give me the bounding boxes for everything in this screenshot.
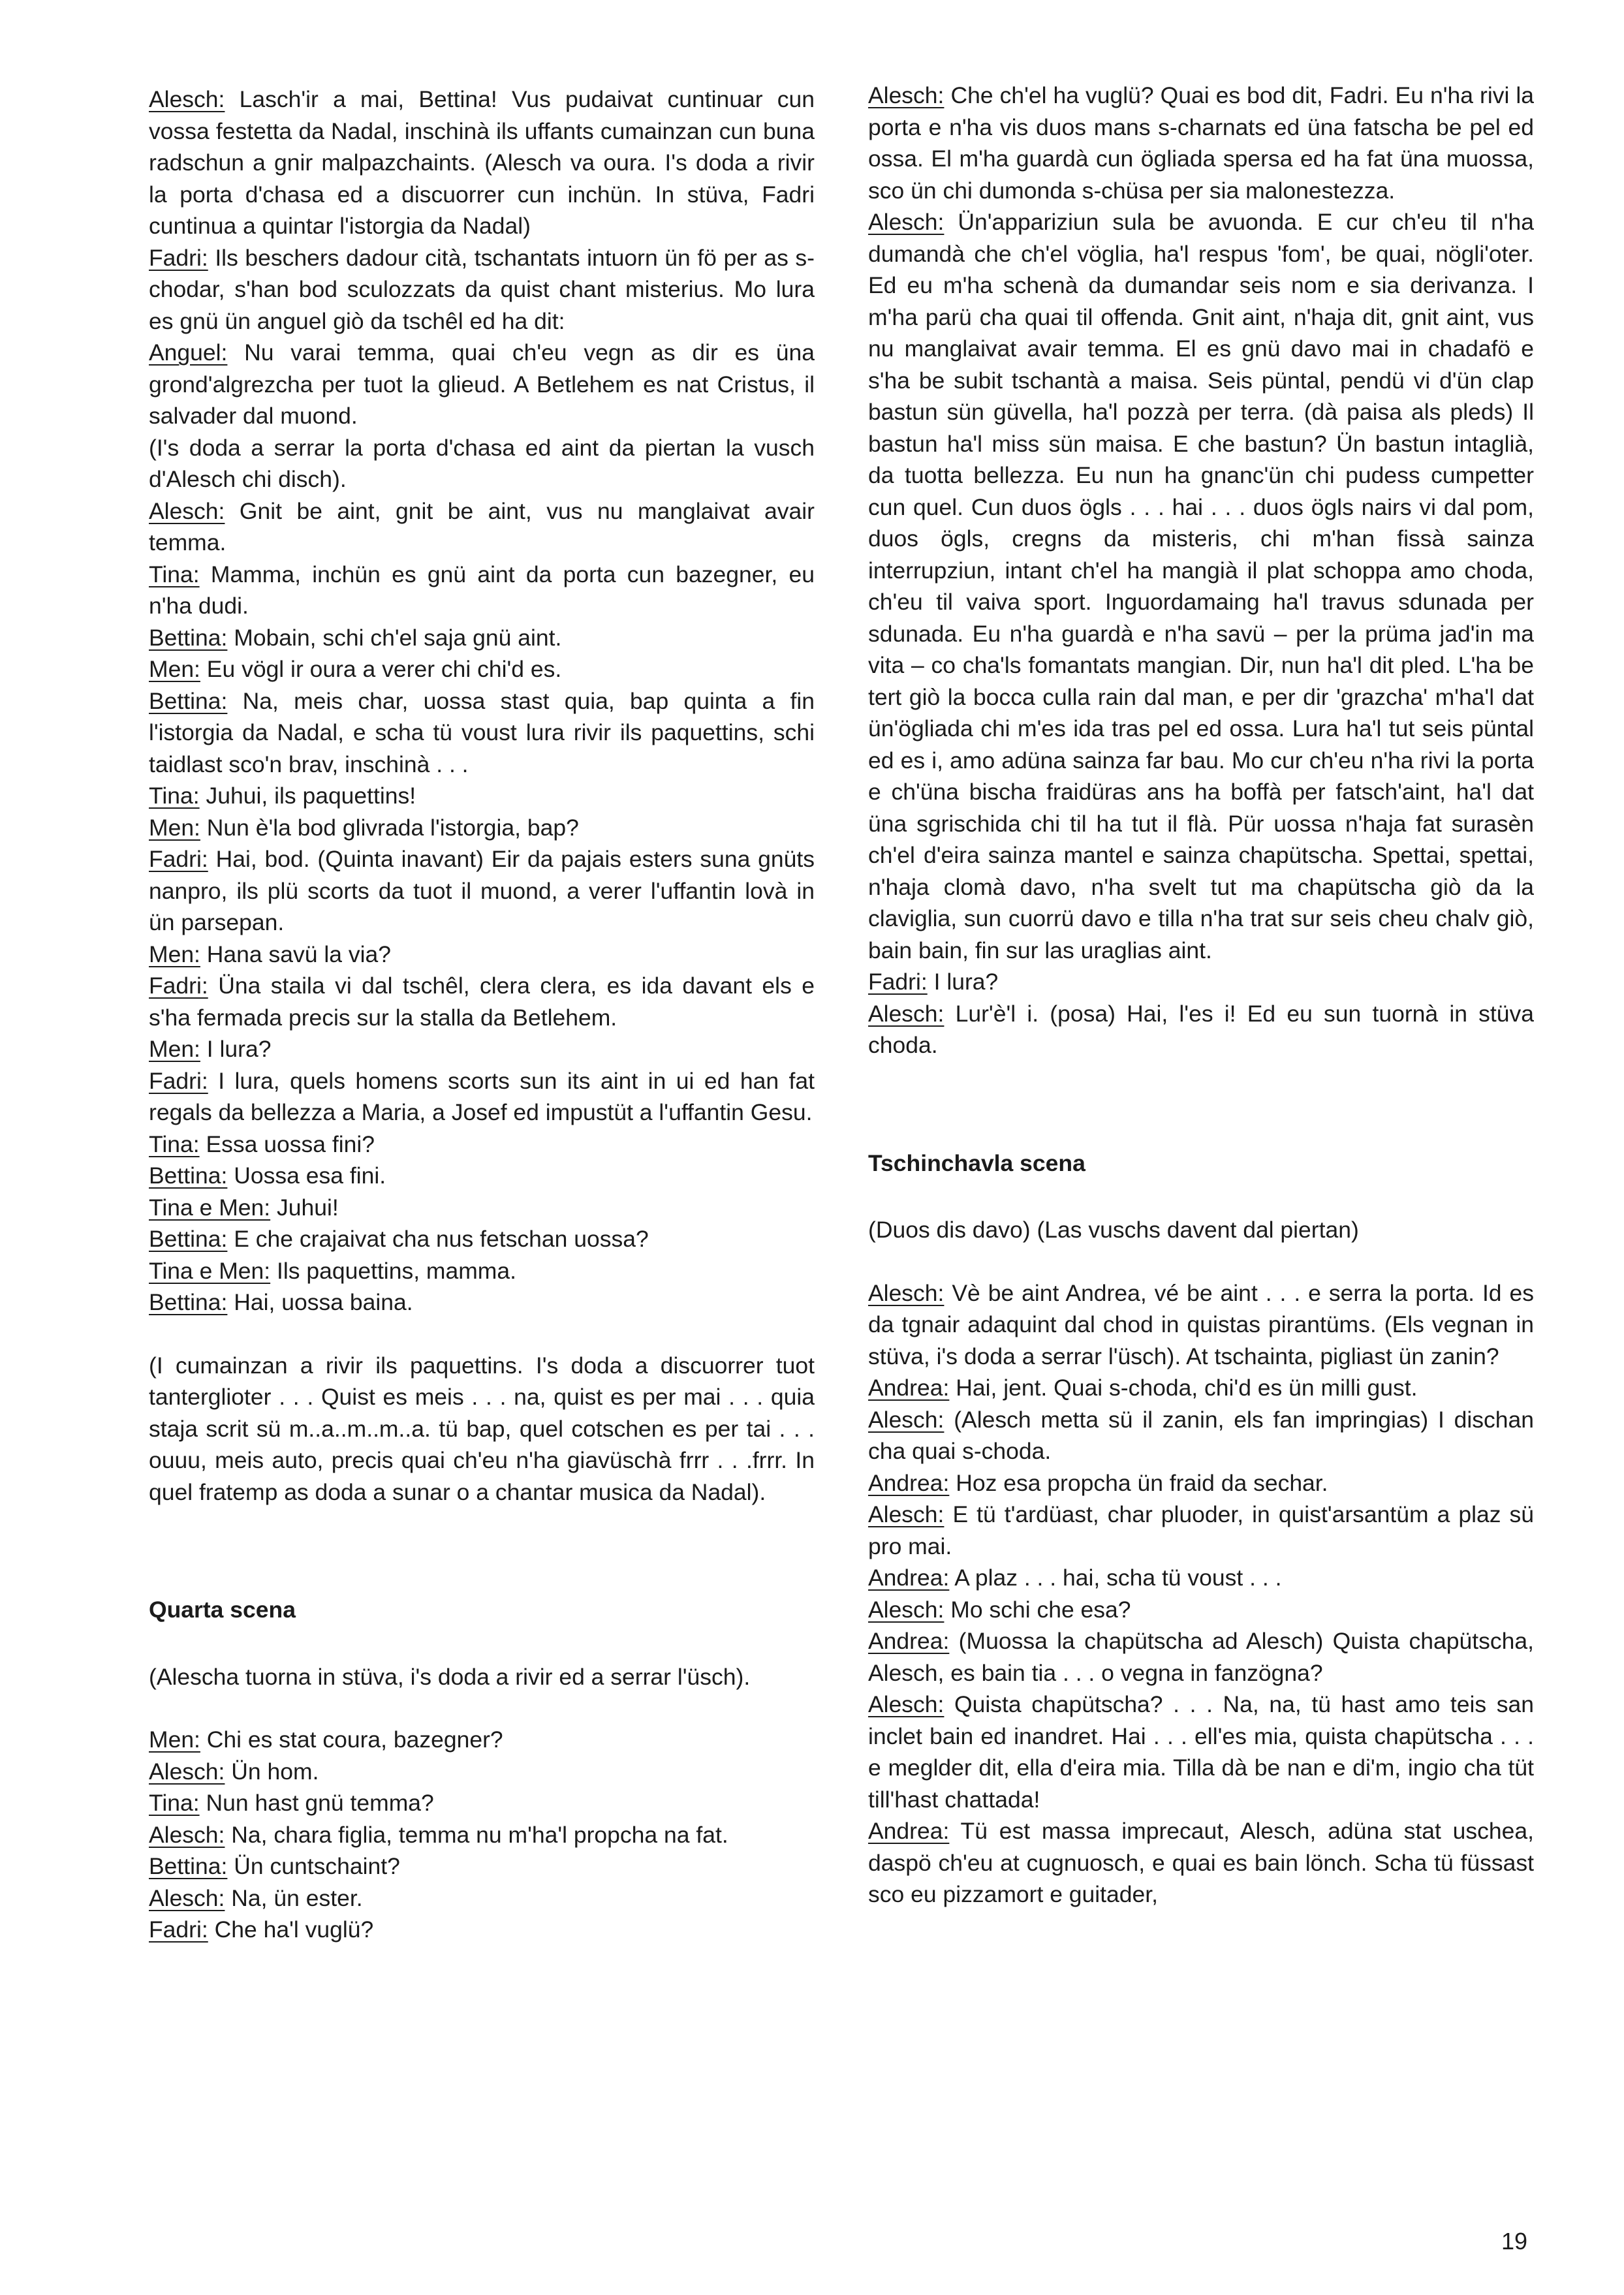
dialogue-text: Lur'è'l i. (posa) Hai, l'es i! Ed eu sun tuornà in stüva choda.	[868, 1000, 1534, 1058]
speaker-name: Fadri:	[149, 1916, 208, 1943]
dialogue-text: I lura, quels homens scorts sun its aint in ui ed han fat regals da bellezza a Maria, a Josef ed impustüt a l'uffantin Gesu.	[149, 1067, 815, 1125]
dialogue-text: Hoz esa propcha ün fraid da sechar.	[949, 1469, 1328, 1496]
dialogue-line	[149, 1787, 815, 1819]
speaker-name: Bettina:	[149, 1163, 228, 1189]
dialogue-line	[149, 84, 815, 242]
dialogue-line	[149, 1033, 815, 1065]
dialogue-line	[868, 998, 1534, 1061]
speaker-name: Andrea:	[868, 1469, 950, 1496]
dialogue-line	[149, 843, 815, 939]
speaker-name: Tina:	[149, 1131, 200, 1157]
dialogue-line	[868, 1499, 1534, 1562]
dialogue-line	[149, 1724, 815, 1756]
dialogue-text: (I's doda a serrar la porta d'chasa ed aint da piertan la vusch d'Alesch chi disch).	[149, 434, 815, 492]
speaker-name: Andrea:	[868, 1818, 950, 1844]
speaker-name: Men:	[149, 656, 200, 682]
dialogue-line	[149, 1882, 815, 1914]
speaker-name: Alesch:	[149, 497, 225, 524]
dialogue-text: I lura?	[927, 969, 999, 995]
stage-direction-paquettins: (I cumainzan a rivir ils paquettins. I's doda a discuorrer tuot tanterglioter . . . Quist es meis . . . na, quist es per mai . . . quia staja scrit sü m..a..m..m..a. tü bap, quel cotschen es per tai . . . ouuu, meis auto, precis quai ch'eu n'ha giavüschà frrr . . .frrr. In quel fratemp as doda a sunar o a chantar musica da Nadal).	[149, 1352, 815, 1505]
dialogue-line	[149, 1223, 815, 1255]
right-dialogue-2	[868, 1277, 1534, 1911]
dialogue-text: Gnit be aint, gnit be aint, vus nu manglaivat avair temma.	[149, 497, 815, 555]
speaker-name: Tina:	[149, 561, 200, 587]
dialogue-line	[868, 966, 1534, 998]
dialogue-line	[149, 1756, 815, 1788]
dialogue-text: Eu vögl ir oura a verer chi chi'd es.	[200, 656, 562, 682]
speaker-name: Bettina:	[149, 1289, 228, 1315]
dialogue-text: Nu varai temma, quai ch'eu vegn as dir es üna grond'algrezcha per tuot la glieud. A Betlehem es nat Cristus, il salvader dal muond.	[149, 339, 815, 429]
dialogue-text: Vè be aint Andrea, vé be aint . . . e serra la porta. Id es da tgnair adaquint dal chod in quistas pirantüms. (Els vegnan in stüva, i's doda a serrar l'üsch). At tschainta, pigliast ün zanin?	[868, 1279, 1534, 1369]
dialogue-text: Ün hom.	[225, 1758, 319, 1785]
stage-direction-quarta: (Alescha tuorna in stüva, i's doda a rivir ed a serrar l'üsch).	[149, 1663, 751, 1690]
dialogue-line	[868, 1594, 1534, 1626]
dialogue-line	[868, 1689, 1534, 1815]
speaker-name: Alesch:	[868, 1000, 945, 1027]
dialogue-line	[149, 242, 815, 337]
dialogue-text: Hai, bod. (Quinta inavant) Eir da pajais esters suna gnüts nanpro, ils plü scorts da tuot il muond, a verer l'uffantin lovà in ün parsepan.	[149, 846, 815, 935]
dialogue-line	[149, 432, 815, 495]
dialogue-line	[149, 970, 815, 1033]
dialogue-text: Hana savü la via?	[200, 941, 391, 967]
speaker-name: Men:	[149, 814, 200, 841]
page-number: 19	[1501, 2228, 1528, 2255]
dialogue-line	[149, 1914, 815, 1946]
dialogue-text: A plaz . . . hai, scha tü voust . . .	[949, 1565, 1282, 1591]
dialogue-line	[868, 206, 1534, 966]
speaker-name: Alesch:	[149, 1884, 225, 1911]
dialogue-text: (Muossa la chapütscha ad Alesch) Quista chapütscha, Alesch, es bain tia . . . o vegna in fanzögna?	[868, 1628, 1534, 1686]
dialogue-line	[149, 812, 815, 844]
speaker-name: Alesch:	[868, 1501, 945, 1527]
dialogue-text: E che crajaivat cha nus fetschan uossa?	[227, 1226, 649, 1252]
speaker-name: Andrea:	[868, 1565, 950, 1591]
dialogue-text: Na, meis char, uossa stast quia, bap quinta a fin l'istorgia da Nadal, e scha tü voust lura rivir ils paquettins, schi taidlast sco'n brav, inschinà . . .	[149, 687, 815, 777]
speaker-name: Alesch:	[868, 1596, 945, 1623]
dialogue-text: Ün'appariziun sula be avuonda. E cur ch'eu til n'ha dumandà che ch'el vöglia, ha'l respus 'fom', be quai, nögli'oter. Ed eu m'ha schenà da dumandar seis nom e sia derivanza. I m'ha parü cha quai til offenda. Gnit aint, n'haja dit, gnit aint, vus nu manglaivat avair temma. El es gnü davo mai in chadafö e s'ha be subit tschantà a maisa. Seis püntal, pendü vi d'ün clap bastun sün güvella, ha'l pozzà per terra. (dà paisa als pleds) Il bastun ha'l miss sün maisa. E che bastun? Ün bastun intaglià, da tuotta bellezza. Eu nun ha gnanc'ün chi pudess cumpetter cun quel. Cun duos ögls . . . hai . . . duos ögls nairs vi dal pom, duos ögls, cregns da misteris, chi m'han fissà sainza interrupziun, intant ch'el ha mangià il plat schoppa amo choda, ch'eu til vaiva sport. Inguordamaing ha'l travus sdunada per sdunada. Eu n'ha guardà e n'ha savü – per la prüma jad'in ma vita – co cha'ls fomantats mangian. Dir, nun ha'l dit pled. L'ha be tert giò la bocca culla rain dal man, e per dir 'grazcha' m'ha'l dat ün'ögliada chi m'es ida tras pel ed ossa. Lura ha'l tut seis püntal ed es i, amo adüna sainza far bau. Mo cur ch'eu n'ha rivi la porta e ch'üna bischa fraidüras ans ha boffà per fatsch'aint, ha'l dat üna sgrischida chi til ha tut il flà. Pür uossa n'haja fat surasèn ch'el d'eira sainza mantel e sainza chapütscha. Spettai, spettai, n'haja clomà davo, n'ha svelt tut ma chapütscha giò da la claviglia, sun cuorrü davo e tilla n'ha trat sur seis cheu chalv giò, bain bain, fin sur las uraglias aint.	[868, 209, 1534, 963]
dialogue-text: Mobain, schi ch'el saja gnü aint.	[227, 624, 562, 651]
dialogue-text: Na, chara figlia, temma nu m'ha'l propcha na fat.	[225, 1821, 728, 1848]
dialogue-text: Juhui!	[270, 1194, 339, 1221]
dialogue-text: Hai, jent. Quai s-choda, chi'd es ün milli gust.	[949, 1375, 1418, 1401]
dialogue-text: Essa uossa fini?	[199, 1131, 375, 1157]
speaker-name: Alesch:	[149, 1758, 225, 1785]
dialogue-text: Üna staila vi dal tschêl, clera clera, es ida davant els e s'ha fermada precis sur la stalla da Betlehem.	[149, 973, 815, 1031]
dialogue-text: E tü t'ardüast, char pluoder, in quist'arsantüm a plaz sü pro mai.	[868, 1501, 1534, 1559]
speaker-name: Tina e Men:	[149, 1194, 271, 1221]
right-column	[868, 80, 1534, 1911]
dialogue-line	[868, 1815, 1534, 1911]
dialogue-line	[149, 622, 815, 654]
speaker-name: Men:	[149, 1036, 200, 1062]
dialogue-line	[149, 1129, 815, 1161]
dialogue-text: Che ch'el ha vuglü? Quai es bod dit, Fadri. Eu n'ha rivi la porta e n'ha vis duos mans s-charnats ed üna fatscha be pel ed ossa. El m'ha guardà cun ögliada spersa ed ha fat üna muossa, sco ün chi dumonda s-chüsa per sia malonestezza.	[868, 82, 1534, 204]
stage-direction-tschinchavla: (Duos dis davo) (Las vuschs davent dal piertan)	[868, 1217, 1359, 1243]
left-dialogue-1	[149, 84, 815, 1319]
speaker-name: Alesch:	[149, 86, 225, 112]
speaker-name: Andrea:	[868, 1628, 950, 1654]
dialogue-text: Mo schi che esa?	[944, 1596, 1131, 1623]
dialogue-text: Nun è'la bod glivrada l'istorgia, bap?	[200, 814, 579, 841]
speaker-name: Anguel:	[149, 339, 228, 366]
speaker-name: Bettina:	[149, 1853, 228, 1879]
dialogue-line	[868, 80, 1534, 206]
dialogue-text: Juhui, ils paquettins!	[199, 783, 416, 809]
dialogue-line	[868, 1372, 1534, 1404]
dialogue-text: Ils beschers dadour cità, tschantats intuorn ün fö per as s-chodar, s'han bod sculozzats da quist chant misterius. Mo lura es gnü ün anguel giò da tschêl ed ha dit:	[149, 244, 815, 334]
dialogue-text: Che ha'l vuglü?	[208, 1916, 374, 1943]
dialogue-text: Hai, uossa baina.	[227, 1289, 413, 1315]
dialogue-line	[149, 337, 815, 432]
speaker-name: Men:	[149, 941, 200, 967]
dialogue-line	[149, 1065, 815, 1129]
dialogue-line	[149, 685, 815, 781]
speaker-name: Fadri:	[149, 1067, 208, 1094]
dialogue-line	[149, 559, 815, 622]
scene-heading-quarta: Quarta scena	[149, 1597, 296, 1623]
dialogue-text: Quista chapütscha? . . . Na, na, tü hast amo teis san inclet bain ed inandret. Hai . . . ell'es mia, quista chapütscha . . . e meglder dit, ella d'eira mia. Tilla dà be nan e di'm, ingio cha tüt till'hast chattada!	[868, 1691, 1534, 1813]
left-column	[149, 80, 815, 1946]
dialogue-text: Ün cuntschaint?	[227, 1853, 400, 1879]
dialogue-line	[149, 1287, 815, 1319]
speaker-name: Alesch:	[868, 1406, 945, 1433]
dialogue-line	[149, 653, 815, 685]
dialogue-line	[149, 1255, 815, 1287]
speaker-name: Andrea:	[868, 1375, 950, 1401]
dialogue-text: Na, ün ester.	[225, 1884, 363, 1911]
speaker-name: Bettina:	[149, 624, 228, 651]
speaker-name: Alesch:	[868, 82, 945, 108]
dialogue-text: Mamma, inchün es gnü aint da porta cun bazegner, eu n'ha dudi.	[149, 561, 815, 619]
dialogue-text: Lasch'ir a mai, Bettina! Vus pudaivat cuntinuar cun vossa festetta da Nadal, inschinà ils uffants cumainzan cun buna radschun a gnir malpazchaints. (Alesch va oura. I's doda a rivir la porta d'chasa ed a discuorrer cun inchün. In stüva, Fadri cuntinua a quintar l'istorgia da Nadal)	[149, 86, 815, 239]
speaker-name: Bettina:	[149, 687, 228, 714]
dialogue-line	[868, 1562, 1534, 1594]
dialogue-text: Tü est massa imprecaut, Alesch, adüna stat uschea, daspö ch'eu at cugnuosch, e quai es bain lönch. Scha tü füssast sco eu pizzamort e guitader,	[868, 1818, 1534, 1907]
speaker-name: Alesch:	[868, 1279, 945, 1306]
dialogue-line	[149, 780, 815, 812]
dialogue-line	[868, 1467, 1534, 1499]
speaker-name: Bettina:	[149, 1226, 228, 1252]
speaker-name: Alesch:	[868, 1691, 945, 1717]
dialogue-line	[868, 1404, 1534, 1467]
left-dialogue-2	[149, 1724, 815, 1946]
dialogue-line	[149, 495, 815, 559]
dialogue-line	[149, 1192, 815, 1224]
dialogue-text: Chi es stat coura, bazegner?	[200, 1726, 503, 1753]
speaker-name: Alesch:	[868, 209, 945, 235]
dialogue-line	[868, 1625, 1534, 1689]
dialogue-text: I lura?	[200, 1036, 272, 1062]
speaker-name: Fadri:	[149, 846, 208, 872]
speaker-name: Fadri:	[149, 244, 208, 271]
dialogue-text: (Alesch metta sü il zanin, els fan impringias) I dischan cha quai s-choda.	[868, 1406, 1534, 1464]
dialogue-line	[868, 1277, 1534, 1373]
speaker-name: Tina:	[149, 1790, 200, 1816]
speaker-name: Men:	[149, 1726, 200, 1753]
dialogue-line	[149, 1160, 815, 1192]
dialogue-line	[149, 939, 815, 971]
scene-heading-tschinchavla: Tschinchavla scena	[868, 1149, 1085, 1176]
right-dialogue-1	[868, 80, 1534, 1061]
dialogue-text: Ils paquettins, mamma.	[270, 1257, 516, 1284]
dialogue-text: Nun hast gnü temma?	[199, 1790, 434, 1816]
speaker-name: Alesch:	[149, 1821, 225, 1848]
speaker-name: Fadri:	[149, 973, 208, 999]
speaker-name: Fadri:	[868, 969, 928, 995]
speaker-name: Tina e Men:	[149, 1257, 271, 1284]
speaker-name: Tina:	[149, 783, 200, 809]
dialogue-text: Uossa esa fini.	[227, 1163, 386, 1189]
dialogue-line	[149, 1819, 815, 1851]
dialogue-line	[149, 1850, 815, 1882]
